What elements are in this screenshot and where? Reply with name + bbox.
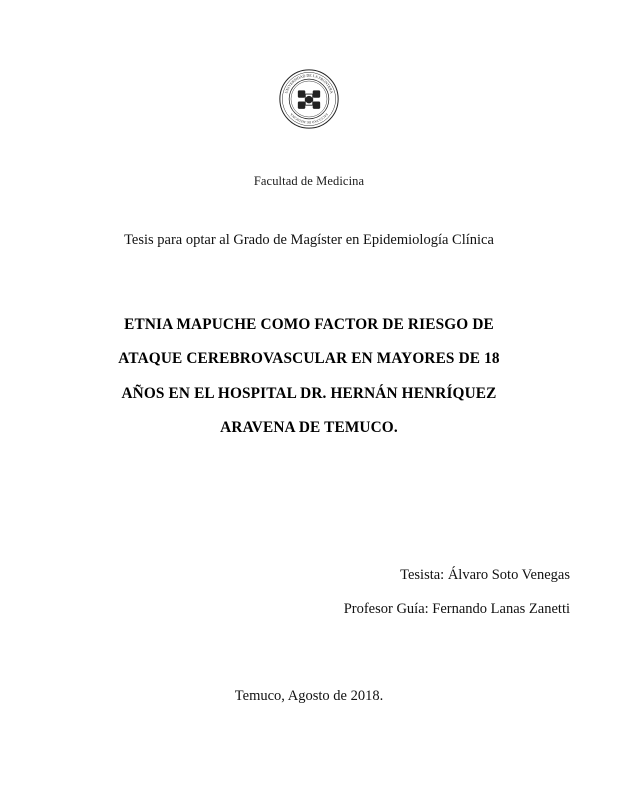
svg-text:FACULTAD DE MEDICINA: FACULTAD DE MEDICINA: [289, 112, 329, 125]
place-and-date: Temuco, Agosto de 2018.: [234, 688, 384, 704]
thesis-advisor: Profesor Guía: Fernando Lanas Zanetti: [343, 601, 570, 618]
title-line: ARAVENA DE TEMUCO.: [220, 419, 398, 437]
title-line: ATAQUE CEREBROVASCULAR EN MAYORES DE 18: [118, 350, 500, 368]
university-seal-logo: [0, 68, 618, 130]
thesis-author: Tesista: Álvaro Soto Venegas: [400, 567, 570, 583]
svg-text:UNIVERSIDAD DE LA FRONTERA: UNIVERSIDAD DE LA FRONTERA: [284, 73, 334, 95]
thesis-title: [0, 308, 618, 446]
degree-statement: Tesis para optar al Grado de Magíster en Epidemiología Clínica: [124, 232, 494, 248]
title-line: ETNIA MAPUCHE COMO FACTOR DE RIESGO DE: [124, 316, 494, 333]
faculty-name: Facultad de Medicina: [253, 174, 365, 188]
university-seal-icon: [278, 68, 340, 130]
title-line: AÑOS EN EL HOSPITAL DR. HERNÁN HENRÍQUEZ: [121, 384, 497, 402]
author-block: [344, 558, 570, 626]
